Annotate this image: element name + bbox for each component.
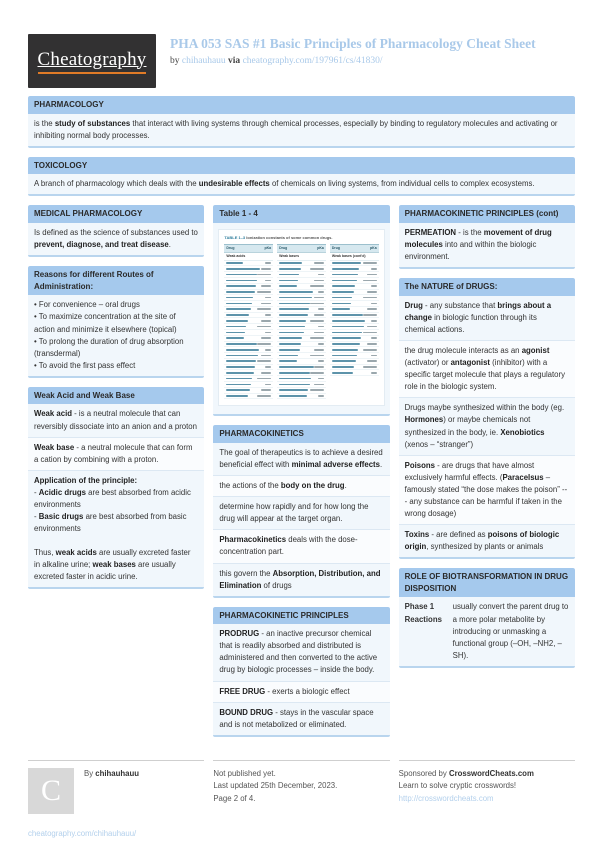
table-figure-row — [213, 223, 389, 414]
card-row: Pharmacokinetics deals with the dose-concentration part. — [213, 529, 389, 562]
page-number: Page 2 of 4. — [213, 793, 256, 803]
card-row: Application of the principle: - Acidic drugs are best absorbed from acidic environments - Basic drugs are best absorbed from basic environments Thus, weak acids are usually excreted faster in alkaline urine; weak bases are usually excreted faster in acidic urine. — [28, 470, 204, 588]
avatar-initial: C — [40, 773, 61, 807]
cheatography-logo[interactable] — [28, 34, 156, 88]
card-pharmacokinetics — [213, 425, 389, 597]
column — [399, 205, 575, 676]
page-header — [28, 34, 575, 88]
card-row: the drug molecule interacts as an agonist (activator) or antagonist (inhibitor) with a specific target molecule that plays a regulatory role in the biologic system. — [399, 340, 575, 397]
table-figure-col-headers: Drug pKa — [330, 245, 379, 253]
table-figure-row-placeholder — [224, 394, 273, 400]
last-updated: Last updated 25th December, 2023. — [213, 781, 338, 791]
card-title-pharmacokinetic-principles: PHARMACOKINETIC PRINCIPLES — [213, 607, 389, 625]
full-width-sections — [28, 96, 575, 196]
card-row: Weak base - a neutral molecule that can form a cation by combining with a proton. — [28, 437, 204, 470]
card-title-weak-acid-and-weak-base: Weak Acid and Weak Base — [28, 387, 204, 405]
card-row: The goal of therapeutics is to achieve a desired beneficial effect with minimal adverse effects. — [219, 447, 383, 470]
columns — [28, 205, 575, 745]
card-row: is the study of substances that interact with living systems through chemical processes, especially by binding to regulatory molecules and activating or inhibiting normal body processes. — [34, 118, 558, 140]
sponsor-name: CrosswordCheats.com — [448, 768, 534, 778]
table-figure-column — [224, 244, 273, 400]
card-role-of-biotransformation-in-drug-disposition — [399, 568, 575, 668]
sponsor-link[interactable]: http://crosswordcheats.com — [398, 793, 494, 803]
via-label: via — [228, 55, 241, 66]
card-row: Weak acid - is a neutral molecule that can reversibly dissociate into an anion and a proton — [34, 409, 197, 431]
card-row: Drugs maybe synthesized within the body (eg. Hormones) or maybe chemicals not synthesized in the body, ie. Xenobiotics (xenos – “stranger”) — [399, 397, 575, 454]
sponsor-prefix: Sponsored by — [398, 768, 447, 778]
card-row: BOUND DRUG - stays in the vascular space and is not metabolized or eliminated. — [213, 702, 389, 735]
ionization-constants-table-figure — [218, 229, 384, 406]
card-row: PERMEATION - is the movement of drug molecules into and within the biologic environment. — [404, 228, 552, 262]
card-pharmacokinetic-principles-cont — [399, 205, 575, 269]
publish-status: Not published yet. — [213, 768, 276, 778]
footer-status-col — [213, 760, 389, 840]
card-row: Drug - any substance that brings about a change in biologic function through its chemical actions. — [404, 300, 552, 334]
table-figure-row-placeholder — [277, 394, 326, 400]
table-figure-caption: TABLE 1–3 Ionization constants of some common drugs. — [224, 235, 333, 241]
card-title-pharmacokinetic-principles-cont: PHARMACOKINETIC PRINCIPLES (cont) — [399, 205, 575, 223]
card-title-toxicology: TOXICOLOGY — [28, 157, 575, 175]
card-the-nature-of-drugs — [399, 278, 575, 559]
card-row: FREE DRUG - exerts a biologic effect — [213, 681, 389, 702]
card-reasons-for-different-routes-of-administration — [28, 266, 204, 378]
sponsor-tagline: Learn to solve cryptic crosswords! — [398, 781, 517, 791]
footer-author-row — [28, 768, 204, 814]
byline — [170, 56, 536, 66]
page-title: PHA 053 SAS #1 Basic Principles of Pharmacology Cheat Sheet — [170, 36, 536, 51]
avatar[interactable] — [28, 768, 74, 814]
table-figure-group-label: Weak bases (cont'd) — [330, 253, 379, 261]
card-pharmacology — [28, 96, 575, 148]
card-title-pharmacokinetics: PHARMACOKINETICS — [213, 425, 389, 443]
table-figure-col-headers: Drug pKa — [224, 245, 273, 253]
author-profile-link[interactable]: cheatography.com/chihauhauu/ — [28, 828, 137, 838]
table-figure-column — [330, 244, 379, 400]
column — [28, 205, 204, 598]
card-row: Toxins - are defined as poisons of biologic origin, synthesized by plants or animals — [399, 524, 575, 557]
card-title-role-of-biotransformation-in-drug-disposition: ROLE OF BIOTRANSFORMATION IN DRUG DISPOSITION — [399, 568, 575, 597]
card-title-pharmacology: PHARMACOLOGY — [28, 96, 575, 114]
column — [213, 205, 389, 745]
row-label: Phase 1 Reactions — [404, 602, 442, 624]
page-footer — [28, 760, 575, 840]
sheet-url-link[interactable]: cheatography.com/197961/cs/41830/ — [242, 55, 383, 66]
card-table-1-4 — [213, 205, 389, 416]
row-description: usually convert the parent drug to a more polar metabolite by introducing or unmasking a functional group (–OH, –NH2, –SH). — [452, 602, 569, 660]
table-figure-row-placeholder — [330, 370, 379, 376]
card-title-medical-pharmacology: MEDICAL PHARMACOLOGY — [28, 205, 204, 223]
cheatography-logo-text: Cheatography — [38, 49, 147, 74]
table-figure-group-label: Weak acids — [224, 253, 273, 261]
card-weak-acid-and-weak-base — [28, 387, 204, 590]
card-pharmacokinetic-principles — [213, 607, 389, 737]
card-row: Poisons - are drugs that have almost exclusively harmful effects. (Paracelsus – famously stated “the dose makes the poison” --- any substance can be harmful if taken in the wrong dosage) — [399, 455, 575, 524]
card-toxicology — [28, 157, 575, 197]
card-row: PRODRUG - an inactive precursor chemical that is readily absorbed and distributed is administered and then converted to the active drug by biologic processes – inside the body. — [219, 629, 378, 675]
title-block — [156, 34, 536, 66]
card-row: determine how rapidly and for how long the drug will appear at the target organ. — [213, 496, 389, 529]
footer-author-name: chihauhauu — [95, 768, 140, 778]
table-figure-group-label: Weak bases — [277, 253, 326, 261]
card-row: Is defined as the science of substances used to prevent, diagnose, and treat disease. — [34, 228, 198, 250]
footer-author-col — [28, 760, 204, 840]
table-figure-grid — [224, 244, 378, 400]
card-row: this govern the Absorption, Distribution, and Elimination of drugs — [213, 563, 389, 596]
by-label: by — [170, 55, 180, 66]
card-title-table-1-4: Table 1 - 4 — [213, 205, 389, 223]
card-title-reasons-for-different-routes-of-administration: Reasons for different Routes of Administration: — [28, 266, 204, 295]
card-medical-pharmacology — [28, 205, 204, 257]
footer-by-label: By — [84, 768, 94, 778]
card-row: A branch of pharmacology which deals with the undesirable effects of chemicals on living systems, from individual cells to complex ecosystems. — [34, 179, 535, 189]
author-link[interactable]: chihauhauu — [181, 55, 226, 66]
card-row: the actions of the body on the drug. — [213, 475, 389, 496]
card-row — [399, 597, 575, 665]
footer-sponsor-col — [399, 760, 575, 840]
footer-byline — [84, 768, 139, 814]
table-figure-col-headers: Drug pKa — [277, 245, 326, 253]
card-row: • For convenience – oral drugs • To maximize concentration at the site of action and minimize it elsewhere (topical) • To prolong the duration of drug absorption (transdermal) • To avoid the first pass effect — [34, 300, 184, 370]
table-figure-column — [277, 244, 326, 400]
card-title-the-nature-of-drugs: The NATURE of DRUGS: — [399, 278, 575, 296]
sponsor-line — [399, 768, 575, 780]
